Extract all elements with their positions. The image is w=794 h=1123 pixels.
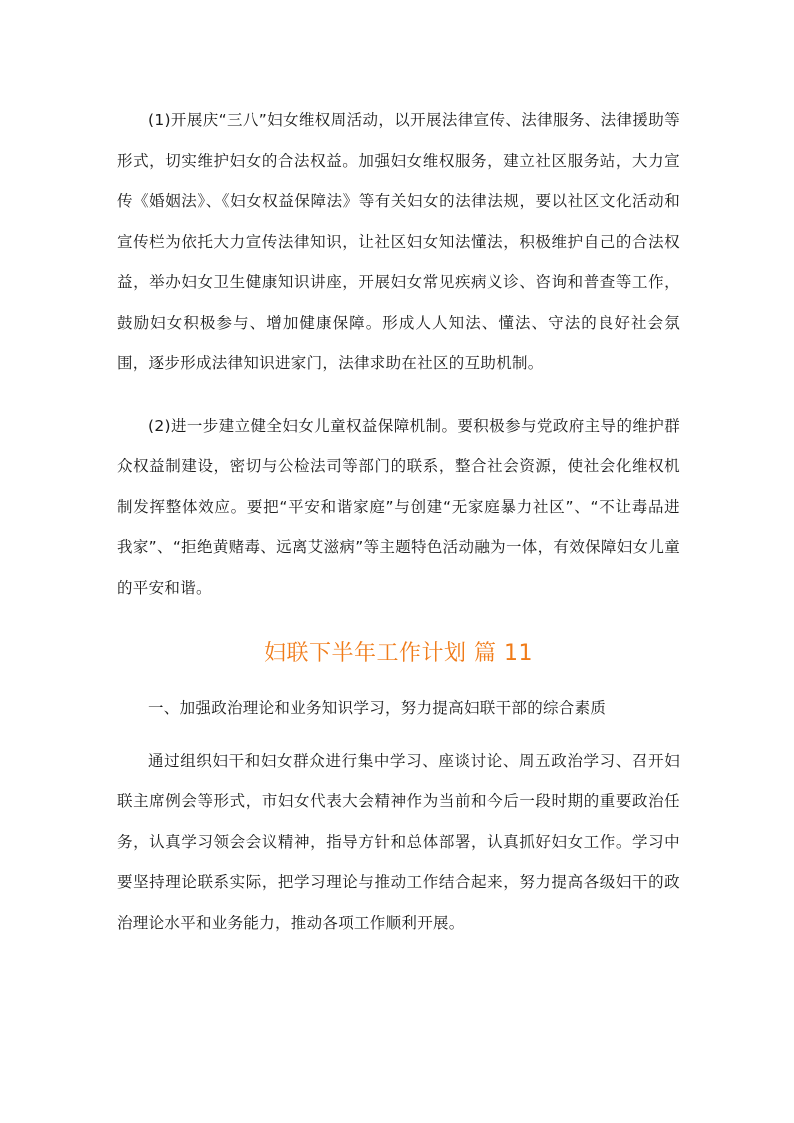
paragraph-1: (1)开展庆“三八”妇女维权周活动，以开展法律宣传、法律服务、法律援助等形式，切实维护妇女的合法权益。加强妇女维权服务，建立社区服务站，大力宣传《婚姻法》、《妇女权益保障法》等有关妇女的法律法规，要以社区文化活动和宣传栏为依托大力宣传法律知识，让社区妇女知法懂法，积极维护自己的合法权益，举办妇女卫生健康知识讲座，开展妇女常见疾病义诊、咨询和普查等工作，鼓励妇女积极参与、增加健康保障。形成人人知法、懂法、守法的良好社会氛围，逐步形成法律知识进家门，法律求助在社区的互助机制。 bbox=[117, 111, 680, 372]
paragraph-2: (2)进一步建立健全妇女儿童权益保障机制。要积极参与党政府主导的维护群众权益制建设，密切与公检法司等部门的联系，整合社会资源，使社会化维权机制发挥整体效应。要把“平安和谐家庭”与创建“无家庭暴力社区”、“不让毒品进我家”、“拒绝黄赌毒、远离艾滋病”等主题特色活动融为一体，有效保障妇女儿童的平安和谐。 bbox=[117, 416, 680, 597]
section-paragraph: 通过组织妇干和妇女群众进行集中学习、座谈讨论、周五政治学习、召开妇联主席例会等形式，市妇女代表大会精神作为当前和今后一段时期的重要政治任务，认真学习领会会议精神，指导方针和总体部署，认真抓好妇女工作。学习中要坚持理论联系实际，把学习理论与推动工作结合起来，努力提高各级妇干的政治理论水平和业务能力，推动各项工作顺利开展。 bbox=[117, 751, 680, 932]
document-page bbox=[117, 100, 680, 943]
section-subheading: 一、加强政治理论和业务知识学习，努力提高妇联干部的综合素质 bbox=[148, 699, 607, 717]
section-title: 妇联下半年工作计划 篇 11 bbox=[264, 641, 533, 666]
